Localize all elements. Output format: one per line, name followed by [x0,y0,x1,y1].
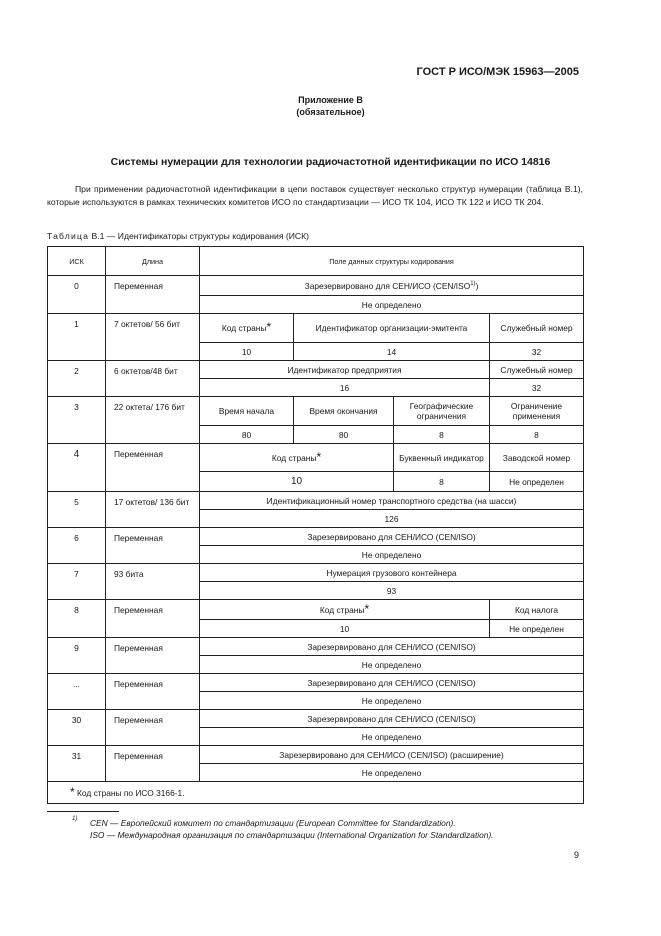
table-row [48,746,584,764]
isk-cell: 7 [48,564,106,600]
table-caption-text: В.1 — Идентификаторы структуры кодирования (ИСК) [89,231,310,241]
table-caption [47,231,309,241]
isk-cell: 30 [48,710,106,746]
field-cell: Зарезервировано для СЕН/ИСО (CEN/ISO) [200,528,584,546]
annex-title: Приложение В [298,95,363,105]
table-row [48,361,584,379]
value-cell: 8 [394,426,490,444]
length-cell: Переменная [106,710,200,746]
value-cell: 10 [200,472,394,492]
length-cell: 6 октетов/48 бит [106,361,200,397]
isk-table [47,246,584,804]
value-cell: 126 [200,510,584,528]
field-cell [200,314,294,343]
section-title: Системы нумерации для технологии радиочастотной идентификации по ИСО 14816 [110,156,551,168]
isk-cell: 31 [48,746,106,782]
length-cell: 7 октетов/ 56 бит [106,314,200,361]
table-row [48,276,584,296]
field-cell: Идентификатор организации-эмитента [294,314,490,343]
field-cell [200,276,584,296]
isk-cell: 8 [48,600,106,638]
value-cell: Не определен [490,620,584,638]
value-cell: Не определено [200,656,584,674]
length-cell: Переменная [106,638,200,674]
table-row [48,528,584,546]
table-row [48,397,584,426]
length-cell: 22 октета/ 176 бит [106,397,200,444]
table-note-row [48,782,584,804]
isk-cell: 9 [48,638,106,674]
field-text: Зарезервировано для СЕН/ИСО (CEN/ISO [304,280,471,291]
length-cell: Переменная [106,528,200,564]
table-row [48,638,584,656]
field-cell: Код налога [490,600,584,620]
annex-status: (обязательное) [296,107,365,117]
footnote-ref: 1) [470,280,476,287]
isk-cell: 1 [48,314,106,361]
table-row [48,600,584,620]
isk-cell: 4 [48,444,106,492]
table-caption-label: Таблица [47,231,90,241]
intro-text: При применении радиочастотной идентификации в цепи поставок существует несколько структур нумерации (таблица В.1), которые используются в рамках технических комитетов ИСО по стандартизации — ИСО ТК 104, ИСО ТК 122 и ИСО ТК 204. [47,184,583,207]
value-cell: 80 [200,426,294,444]
field-cell [200,444,394,472]
value-cell: 10 [200,343,294,361]
asterisk: * [316,449,322,464]
isk-cell: 5 [48,492,106,528]
footnote-cen: CEN — Европейский комитет по стандартизации (European Committee for Standardization). [90,818,456,828]
asterisk: * [70,784,75,799]
value-cell: 10 [200,620,490,638]
length-cell: Переменная [106,444,200,492]
field-close: ) [475,280,479,291]
table-row [48,314,584,343]
table-header-row [48,247,584,276]
length-cell: 93 бита [106,564,200,600]
field-cell: Время начала [200,397,294,426]
field-text: Код страны [221,323,267,333]
isk-cell: 2 [48,361,106,397]
value-cell: Не определено [200,546,584,564]
value-cell: 8 [394,472,490,492]
table-row [48,710,584,728]
field-cell: Нумерация грузового контейнера [200,564,584,582]
footnote-separator [47,811,119,812]
field-cell: Идентификационный номер транспортного средства (на шасси) [200,492,584,510]
value-cell: 32 [490,343,584,361]
value-cell: 16 [200,379,490,397]
isk-cell: 0 [48,276,106,314]
header-fields: Поле данных структуры кодирования [200,247,584,276]
field-cell: Ограничение применения [490,397,584,426]
field-cell: Географические ограничения [394,397,490,426]
field-cell: Идентификатор предприятия [200,361,490,379]
isk-cell: 3 [48,397,106,444]
document-header: ГОСТ Р ИСО/МЭК 15963—2005 [416,66,579,78]
value-cell: Не определен [490,472,584,492]
field-cell: Буквенный индикатор [394,444,490,472]
value-cell: 8 [490,426,584,444]
value-cell: Не определено [200,764,584,782]
table-row [48,564,584,582]
length-cell: Переменная [106,276,200,314]
header-isk: ИСК [48,247,106,276]
field-cell: Служебный номер [490,361,584,379]
field-text: Код страны [271,452,317,463]
value-cell: 80 [294,426,394,444]
field-cell [200,600,490,620]
table-row [48,444,584,472]
value-cell: 93 [200,582,584,600]
value-cell: 14 [294,343,490,361]
footnote-number: 1) [72,816,78,823]
intro-paragraph [47,183,583,208]
table-row [48,674,584,692]
length-cell: Переменная [106,674,200,710]
value-cell: Не определено [200,692,584,710]
field-cell: Заводской номер [490,444,584,472]
field-cell: Время окончания [294,397,394,426]
length-cell: 17 октетов/ 136 бит [106,492,200,528]
page-number: 9 [573,850,579,860]
length-cell: Переменная [106,600,200,638]
table-note-text: Код страны по ИСО 3166-1. [77,787,185,798]
field-cell: Зарезервировано для СЕН/ИСО (CEN/ISO) [200,710,584,728]
field-cell: Зарезервировано для СЕН/ИСО (CEN/ISO) (расширение) [200,746,584,764]
value-cell: Не определено [200,296,584,314]
value-cell: Не определено [200,728,584,746]
field-cell: Зарезервировано для СЕН/ИСО (CEN/ISO) [200,638,584,656]
isk-cell: ... [48,674,106,710]
field-cell: Зарезервировано для СЕН/ИСО (CEN/ISO) [200,674,584,692]
field-cell: Служебный номер [490,314,584,343]
length-cell: Переменная [106,746,200,782]
asterisk: * [364,601,370,616]
isk-cell: 6 [48,528,106,564]
table-row [48,492,584,510]
header-length: Длина [106,247,200,276]
asterisk: * [266,320,272,334]
field-text: Код страны [319,604,365,615]
footnote-iso: ISO — Международная организация по стандартизации (International Organization for Standardization). [90,830,494,840]
table-note [48,782,584,804]
value-cell: 32 [490,379,584,397]
